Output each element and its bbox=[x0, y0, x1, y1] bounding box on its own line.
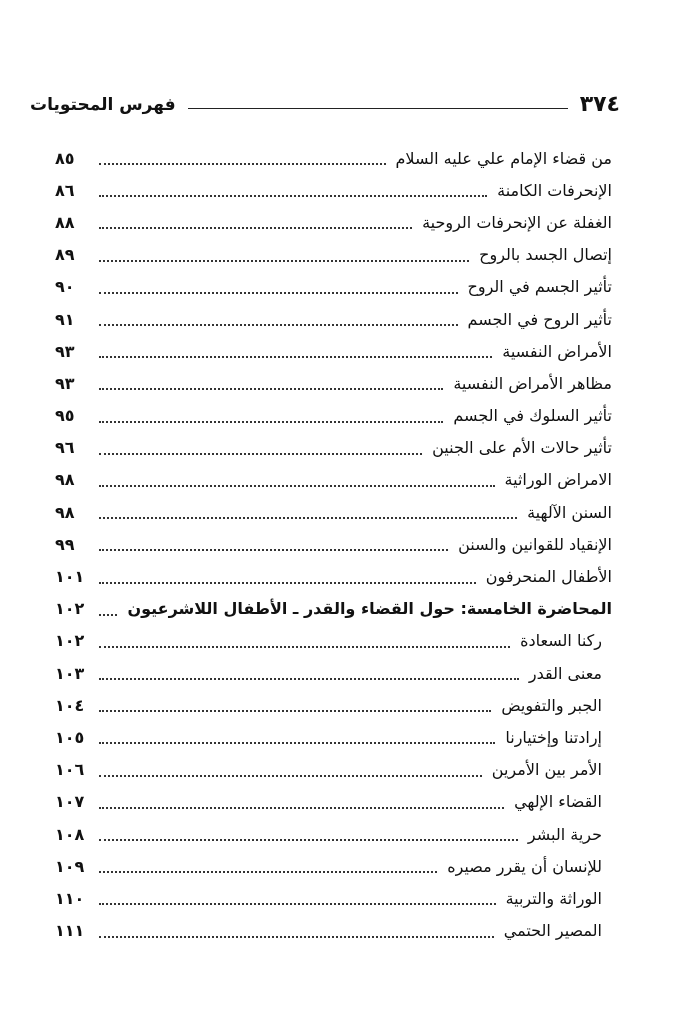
toc-entry-title: القضاء الإلهي bbox=[514, 792, 602, 812]
toc-entry-page: ١١٠ bbox=[55, 888, 85, 908]
toc-entry-page: ١٠٧ bbox=[55, 792, 85, 812]
toc-entry-title: تأثير حالات الأم على الجنين bbox=[432, 438, 612, 458]
toc-entry-title: من قضاء الإمام علي عليه السلام bbox=[395, 148, 612, 168]
dot-leader bbox=[99, 614, 117, 616]
toc-entry-page: ٩٦ bbox=[55, 438, 75, 458]
dot-leader bbox=[99, 260, 469, 262]
dot-leader bbox=[99, 549, 448, 551]
dot-leader bbox=[99, 324, 458, 326]
toc-entry-page: ١٠٣ bbox=[55, 663, 85, 683]
toc-entry-title: إتصال الجسد بالروح bbox=[479, 245, 612, 265]
dot-leader bbox=[99, 839, 518, 841]
toc-entry-page: ١٠٨ bbox=[55, 824, 85, 844]
dot-leader bbox=[99, 227, 412, 229]
toc-entry bbox=[55, 335, 612, 367]
dot-leader bbox=[99, 903, 496, 905]
toc-entry bbox=[55, 271, 612, 303]
dot-leader bbox=[99, 807, 504, 809]
toc-entry bbox=[55, 625, 612, 657]
toc-entry bbox=[55, 174, 612, 206]
toc-entry-title: الإنقياد للقوانين والسنن bbox=[458, 534, 612, 554]
toc-entry-title: المحاضرة الخامسة: حول القضاء والقدر ـ الأطفال اللاشرعيون bbox=[127, 599, 612, 619]
toc-entry-page: ٩٨ bbox=[55, 470, 75, 490]
dot-leader bbox=[99, 710, 491, 712]
toc-entry-title: مظاهر الأمراض النفسية bbox=[453, 373, 612, 393]
toc-entry bbox=[55, 142, 612, 174]
toc-entry bbox=[55, 818, 612, 850]
toc-entry-page: ٩٩ bbox=[55, 534, 75, 554]
toc-entry-page: ٩٥ bbox=[55, 406, 75, 426]
dot-leader bbox=[99, 775, 482, 777]
toc-entry bbox=[55, 206, 612, 238]
toc-entry-page: ٩٨ bbox=[55, 502, 75, 522]
toc-entry bbox=[55, 400, 612, 432]
toc-entry-page: ٨٩ bbox=[55, 245, 75, 265]
toc-entry-title: معنى القدر bbox=[528, 663, 602, 683]
dot-leader bbox=[99, 871, 437, 873]
toc-entry-title: الأمر بين الأمرين bbox=[491, 760, 602, 780]
toc-entry bbox=[55, 560, 612, 592]
dot-leader bbox=[99, 292, 458, 294]
toc-entry-title: الغفلة عن الإنحرفات الروحية bbox=[422, 212, 612, 232]
dot-leader bbox=[99, 646, 510, 648]
dot-leader bbox=[99, 582, 476, 584]
toc-entry bbox=[55, 689, 612, 721]
dot-leader bbox=[99, 163, 386, 165]
dot-leader bbox=[99, 936, 494, 938]
toc-entry-title: المصير الحتمي bbox=[503, 921, 602, 941]
toc-entry-title: للإنسان أن يقرر مصيره bbox=[447, 856, 602, 876]
dot-leader bbox=[99, 485, 495, 487]
toc-entry-page: ٨٨ bbox=[55, 212, 75, 232]
toc-entry-page: ٨٦ bbox=[55, 180, 75, 200]
toc-entry-title: الأمراض النفسية bbox=[502, 341, 612, 361]
toc-entry-page: ٩٣ bbox=[55, 373, 75, 393]
toc-entry-page: ١١١ bbox=[55, 921, 85, 941]
table-of-contents bbox=[55, 142, 612, 947]
toc-entry-title: الإنحرفات الكامنة bbox=[497, 180, 612, 200]
toc-entry-page: ١٠٥ bbox=[55, 727, 85, 747]
toc-entry bbox=[55, 239, 612, 271]
dot-leader bbox=[99, 453, 422, 455]
toc-entry-title: تأثير الجسم في الروح bbox=[467, 277, 612, 297]
toc-entry bbox=[55, 850, 612, 882]
toc-entry-page: ١٠١ bbox=[55, 567, 85, 587]
toc-entry-title: السنن الآلهية bbox=[527, 502, 612, 522]
toc-entry bbox=[55, 657, 612, 689]
toc-entry-page: ١٠٤ bbox=[55, 695, 85, 715]
toc-entry-title: الجبر والتفويض bbox=[501, 695, 602, 715]
toc-entry bbox=[55, 496, 612, 528]
toc-entry bbox=[55, 528, 612, 560]
dot-leader bbox=[99, 195, 487, 197]
toc-entry-page: ٨٥ bbox=[55, 148, 75, 168]
toc-entry-page: ١٠٩ bbox=[55, 856, 85, 876]
toc-entry bbox=[55, 882, 612, 914]
dot-leader bbox=[99, 742, 495, 744]
toc-entry bbox=[55, 754, 612, 786]
toc-entry-title: تأثير السلوك في الجسم bbox=[453, 406, 612, 426]
toc-entry-title: الأطفال المنحرفون bbox=[485, 567, 612, 587]
toc-entry-page: ١٠٦ bbox=[55, 760, 85, 780]
dot-leader bbox=[99, 517, 517, 519]
header-rule bbox=[188, 108, 568, 109]
toc-entry bbox=[55, 915, 612, 947]
toc-entry-page: ١٠٢ bbox=[55, 599, 85, 619]
toc-entry-title: حرية البشر bbox=[527, 824, 602, 844]
toc-entry-page: ٩١ bbox=[55, 309, 75, 329]
dot-leader bbox=[99, 421, 443, 423]
page-number: ٣٧٤ bbox=[579, 92, 620, 117]
header-title: فهرس المحتويات bbox=[30, 95, 176, 115]
toc-entry bbox=[55, 721, 612, 753]
toc-entry-title: الامراض الوراثية bbox=[504, 470, 612, 490]
dot-leader bbox=[99, 388, 443, 390]
toc-entry bbox=[55, 303, 612, 335]
toc-entry-title: إرادتنا وإختيارنا bbox=[505, 727, 602, 747]
toc-entry-title: تأثير الروح في الجسم bbox=[467, 309, 612, 329]
dot-leader bbox=[99, 678, 519, 680]
toc-entry-page: ٩٠ bbox=[55, 277, 75, 297]
toc-entry bbox=[55, 464, 612, 496]
toc-entry bbox=[55, 786, 612, 818]
toc-entry-title: الوراثة والتربية bbox=[505, 888, 602, 908]
toc-section-heading bbox=[55, 593, 612, 625]
toc-entry-title: ركنا السعادة bbox=[520, 631, 602, 651]
toc-entry bbox=[55, 367, 612, 399]
dot-leader bbox=[99, 356, 492, 358]
toc-entry bbox=[55, 432, 612, 464]
page-header bbox=[30, 88, 620, 118]
toc-entry-page: ١٠٢ bbox=[55, 631, 85, 651]
toc-entry-page: ٩٣ bbox=[55, 341, 75, 361]
